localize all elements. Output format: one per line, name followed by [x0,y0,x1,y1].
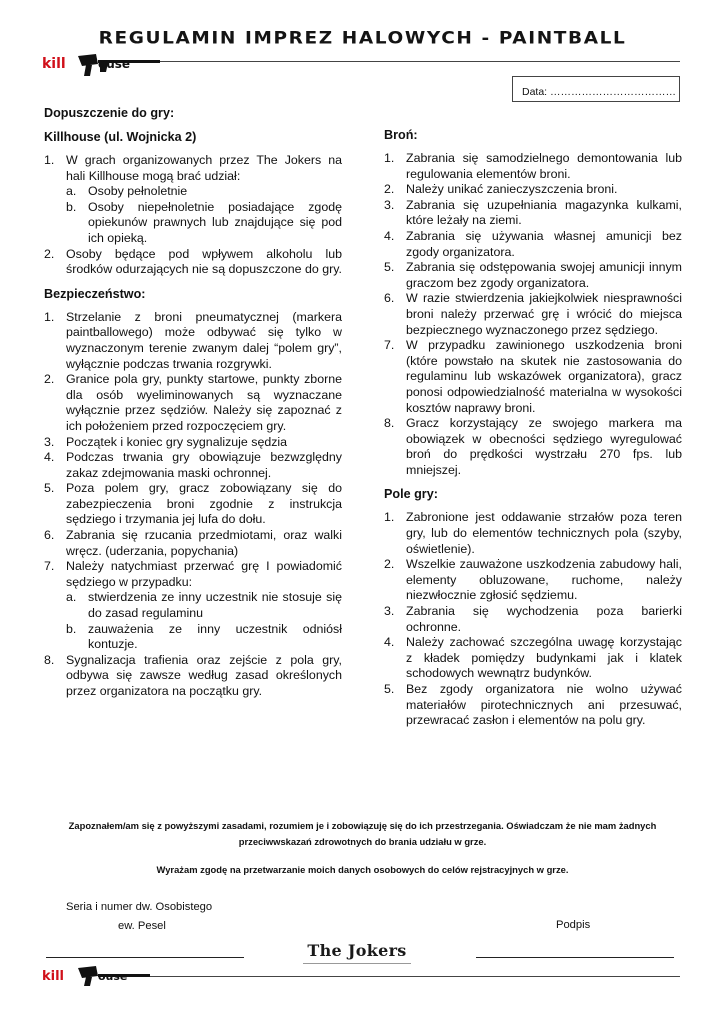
item-text: Granice pola gry, punkty startowe, punkty zborne dla osób wyeliminowanych są wyznaczane wyłącznie przez sędziów. Należy się zapoznać z ich położeniem przed rozpoczęciem gry. [66,372,342,433]
list-item [384,229,682,260]
field-heading: Pole gry: [384,487,438,502]
item-text: Osoby będące pod wpływem alkoholu lub środków odurzających nie są dopuszczone do gry. [66,246,342,277]
item-number: 1. [44,309,55,324]
item-text: Zabrania się używania własnej amunicji bez zgody organizatora. [406,228,682,259]
list-item [384,635,682,682]
item-letter: a. [66,590,77,605]
list-item [44,481,342,528]
item-text: Należy unikać zanieczyszczenia broni. [406,182,618,197]
item-number: 8. [44,652,55,667]
venue-heading: Killhouse (ul. Wojnicka 2) [44,130,197,144]
item-number: 6. [384,291,395,306]
field-list [384,510,682,728]
list-item [384,198,682,229]
item-number: 4. [384,635,395,650]
list-item [44,310,342,372]
list-item [384,182,682,198]
item-text: Zabrania się wychodzenia poza barierki ochronne. [406,604,682,634]
item-number: 7. [44,559,55,574]
item-text: Osoby niepełnoletnie posiadające zgodę opiekunów prawnych lub znajdujące się pod ich opieką. [88,199,342,245]
item-text: Gracz korzystający ze swojego markera ma obowiązek w obecności sędziego wyregulować broń do prędkości wystrzału 270 fps. lub mniejszej. [406,416,682,477]
item-text: Należy natychmiast przerwać grę I powiadomić sędziego w przypadku: [66,559,342,589]
id-number-label: Seria i numer dw. Osobistego [66,901,213,913]
item-text: W razie stwierdzenia jakiejkolwiek niesprawności broni należy przerwać grę i wrócić do miejsca bezpiecznego wyznaczonego przez sędziego. [406,291,682,337]
item-text: Zabronione jest oddawanie strzałów poza teren gry, lub do elementów technicznych pola (szyby, oświetlenie). [406,510,682,556]
list-item [384,510,682,557]
item-number: 5. [384,682,395,696]
admission-list [44,153,342,278]
item-text: Zabrania się samodzielnego demontowania lub regulowania elementów broni. [406,151,682,181]
item-text: Zabrania się rzucania przedmiotami, oraz walki wręcz. (uderzania, popychania) [66,528,342,558]
item-number: 5. [384,260,395,275]
signature-label: Podpis [556,919,591,931]
item-text: Strzelanie z broni pneumatycznej (markera paintballowego) może odbywać się tylko w wyznaczonym terenie zwanym dalej “polem gry”, wyłącznie podczas trwania rozgrywki. [66,309,342,371]
item-text: stwierdzenia ze inny uczestnik nie stosuje się do zasad regulaminu [88,590,342,621]
sub-list-item [66,590,342,621]
sub-list-item [66,184,342,200]
list-item [384,416,682,478]
weapons-heading: Broń: [384,128,418,142]
item-letter: b. [66,621,77,636]
right-column [384,127,682,729]
item-text: Podczas trwania gry obowiązuje bezwzględny zakaz zdejmowania maski ochronnej. [66,450,342,480]
item-number: 3. [384,604,395,619]
footer-rule [150,976,680,977]
header-rule [160,61,680,62]
list-item [44,247,342,278]
item-number: 3. [44,434,55,449]
item-number: 3. [384,197,395,212]
item-text: W grach organizowanych przez The Jokers na hali Killhouse mogą brać udział: [66,153,342,183]
list-item [44,528,342,559]
safety-list [44,310,342,700]
item-text: Zabrania się odstępowania swojej amunicji innym graczom bez zgody organizatora. [406,260,682,290]
item-letter: a. [66,184,77,199]
svg-text:kill: kill [42,969,65,984]
item-number: 7. [384,338,395,353]
item-text: Zabrania się uzupełniania magazynka kulkami, które leżały na ziemi. [406,197,682,228]
list-item [44,450,342,481]
item-number: 6. [44,528,55,543]
item-text: Poza polem gry, gracz zobowiązany się do zabezpieczenia broni zgodnie z instrukcja sędziego i trzymania jej lufa do dołu. [66,481,342,527]
item-text: Należy zachować szczególna uwagę korzystając z kładek pomiędzy budynkami jak i klatek schodowych wewnątrz budynków. [406,635,682,681]
item-text: Początek i koniec gry sygnalizuje sędzia [66,434,288,449]
pesel-label: ew. Pesel [118,920,166,932]
item-text: Wszelkie zauważone uszkodzenia zabudowy hali, elementy obluzowane, ruchome, należy niezwłocznie zgłosić sędziemu. [406,557,682,603]
date-field[interactable]: Data: ……………………………… [512,76,680,102]
item-number: 2. [44,372,55,387]
sub-list [66,590,342,652]
sub-list [66,184,342,246]
item-text: Bez zgody organizatora nie wolno używać materiałów pirotechnicznych ani przesuwać, przewracać zasłon i elementów na polu gry. [406,682,682,728]
svg-text:kill: kill [42,56,66,72]
list-item [384,338,682,416]
the-jokers-logo: The Jokers [303,938,411,964]
list-item [44,559,342,653]
weapons-list [384,151,682,478]
list-item [44,153,342,247]
item-text: W przypadku zawinionego uszkodzenia broni (które powstało na skutek nie zastosowania do regulaminu lub wskazówek organizatora), gracz ponosi odpowiedzialność materialna w wysokości kosztów naprawy broni. [406,338,682,415]
signature-line[interactable] [476,957,674,958]
item-number: 1. [384,151,395,165]
item-text: Sygnalizacja trafienia oraz zejście z pola gry, odbywa się zawsze według zasad określonych przez organizatora na początku gry. [66,652,342,698]
list-item [384,604,682,635]
document-title: REGULAMIN IMPREZ HALOWYCH - PAINTBALL [98,28,627,49]
item-number: 2. [384,182,395,197]
list-item [384,260,682,291]
killhouse-logo-bottom [42,958,152,991]
list-item [384,682,682,729]
item-number: 1. [384,510,395,525]
svg-text:ouse: ouse [98,970,128,983]
item-text: Osoby pełnoletnie [88,184,188,199]
item-number: 2. [44,246,55,261]
sub-list-item [66,200,342,247]
list-item [44,653,342,700]
item-number: 5. [44,481,55,496]
list-item [384,557,682,604]
left-column [44,105,342,700]
item-text: zauważenia ze inny uczestnik odniósł kontuzje. [88,621,342,652]
killhouse-logo-top [38,48,163,83]
item-number: 4. [44,450,55,465]
item-number: 1. [44,153,55,167]
sub-list-item [66,622,342,653]
consent-statement: Zapoznałem/am się z powyższymi zasadami, rozumiem je i zobowiązuję się do ich przestrzegania. Oświadczam że nie mam żadnych przeciwwskazań zdrowotnych do brania udziału w grze. [68,820,657,847]
list-item [44,435,342,451]
list-item [384,151,682,182]
item-number: 8. [384,416,395,431]
list-item [384,291,682,338]
item-number: 4. [384,228,395,243]
item-number: 2. [384,557,395,572]
admission-heading: Dopuszczenie do gry: [44,106,175,120]
svg-text:ouse: ouse [98,57,131,71]
safety-heading: Bezpieczeństwo: [44,286,146,301]
item-letter: b. [66,199,77,214]
data-processing-consent: Wyrażam zgodę na przetwarzanie moich danych osobowych do celów rejstracyjnych w grze. [156,864,569,875]
list-item [44,372,342,434]
